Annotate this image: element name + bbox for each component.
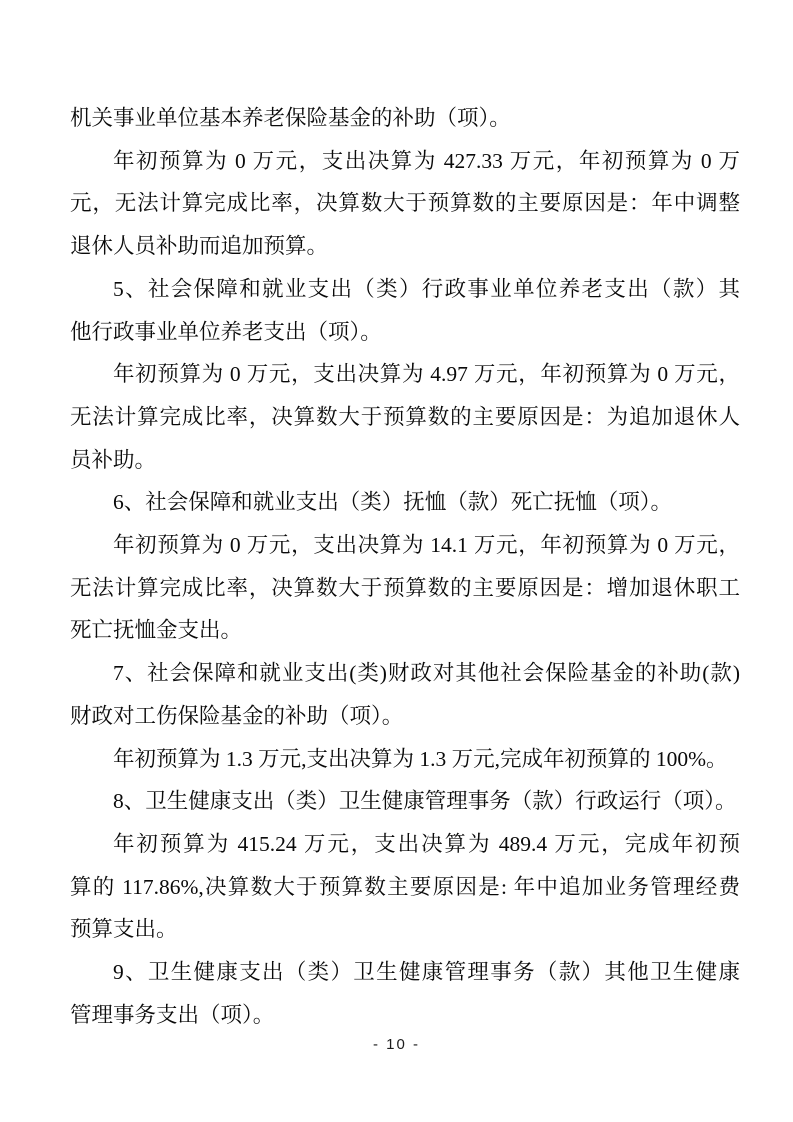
document-line: 8、卫生健康支出（类）卫生健康管理事务（款）行政运行（项）。 (113, 789, 737, 814)
document-line: 算的 117.86%,决算数大于预算数主要原因是: 年中追加业务管理经费 (70, 874, 740, 899)
document-line: 元，无法计算完成比率，决算数大于预算数的主要原因是：年中调整 (70, 191, 740, 216)
document-line: 预算支出。 (70, 917, 178, 942)
document-line: 6、社会保障和就业支出（类）抚恤（款）死亡抚恤（项）。 (113, 490, 673, 515)
document-line: 退休人员补助而追加预算。 (70, 234, 329, 259)
document-line: 他行政事业单位养老支出（项）。 (70, 319, 382, 344)
document-line: 机关事业单位基本养老保险基金的补助（项）。 (70, 106, 511, 130)
document-line: 年初预算为 0 万元，支出决算为 427.33 万元，年初预算为 0 万 (113, 148, 740, 173)
document-body (70, 97, 740, 1036)
page-number: - 10 - (372, 1036, 420, 1053)
page-footer (0, 1036, 793, 1054)
document-line: 财政对工伤保险基金的补助（项）。 (70, 703, 404, 728)
document-line: 5、社会保障和就业支出（类）行政事业单位养老支出（款）其 (113, 276, 740, 301)
document-line: 9、卫生健康支出（类）卫生健康管理事务（款）其他卫生健康 (113, 960, 740, 985)
document-line: 年初预算为 0 万元，支出决算为 14.1 万元，年初预算为 0 万元， (113, 533, 740, 558)
document-line: 员补助。 (70, 447, 157, 472)
document-line: 死亡抚恤金支出。 (70, 618, 243, 643)
document-line: 管理事务支出（项）。 (70, 1002, 275, 1027)
document-line: 无法计算完成比率，决算数大于预算数的主要原因是：为追加退休人 (70, 404, 740, 429)
document-line: 无法计算完成比率，决算数大于预算数的主要原因是：增加退休职工 (70, 575, 740, 600)
document-line: 年初预算为 415.24 万元，支出决算为 489.4 万元，完成年初预 (113, 831, 740, 856)
document-line: 年初预算为 0 万元，支出决算为 4.97 万元，年初预算为 0 万元， (113, 362, 740, 387)
document-line: 年初预算为 1.3 万元,支出决算为 1.3 万元,完成年初预算的 100%。 (113, 746, 728, 771)
document-line: 7、社会保障和就业支出(类)财政对其他社会保险基金的补助(款) (113, 661, 740, 686)
